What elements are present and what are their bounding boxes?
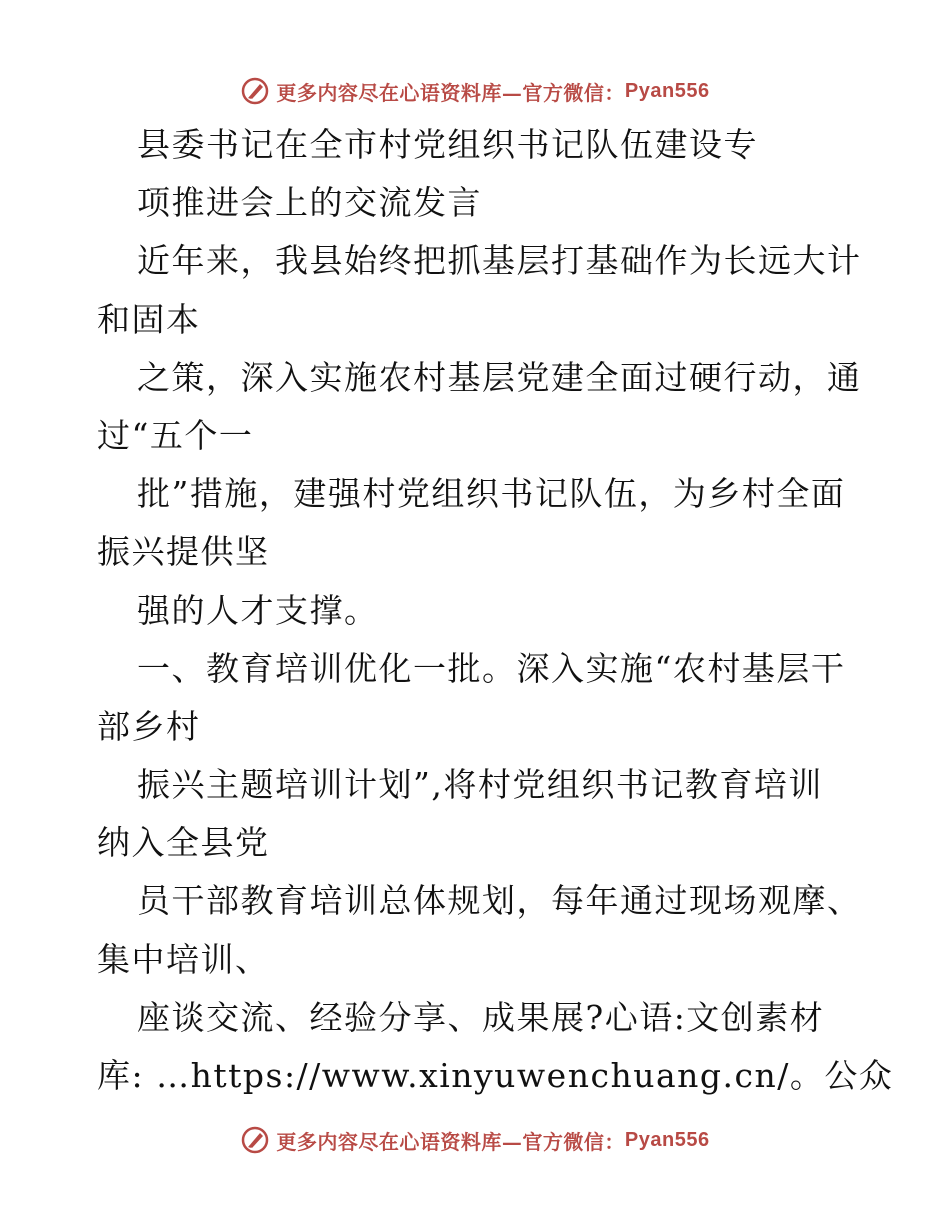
text-line: 过“五个一 bbox=[97, 415, 254, 455]
watermark-text: 更多内容尽在心语资料库—官方微信： bbox=[276, 80, 625, 105]
text-line: 集中培训、 bbox=[97, 939, 270, 979]
watermark-wechat: Pyan556 bbox=[624, 79, 710, 102]
text-line: 之策，深入实施农村基层党建全面过硬行动，通 bbox=[137, 357, 862, 397]
pen-logo-icon bbox=[240, 76, 270, 106]
text-line: 强的人才支撑。 bbox=[137, 590, 379, 630]
text-line: 纳入全县党 bbox=[97, 823, 270, 863]
document-body bbox=[97, 116, 894, 1105]
text-line: 批”措施，建强村党组织书记队伍，为乡村全面 bbox=[137, 474, 846, 514]
text-line: 员干部教育培训总体规划，每年通过现场观摩、 bbox=[137, 881, 862, 921]
text-line: 近年来，我县始终把抓基层打基础作为长远大计 bbox=[137, 241, 862, 281]
text-line: 库: …https://www.xinyuwenchuang.cn/。公众 bbox=[97, 1056, 894, 1095]
text-line: 振兴提供坚 bbox=[97, 532, 270, 572]
text-line: 部乡村 bbox=[97, 706, 201, 746]
text-line: 一、教育培训优化一批。深入实施“农村基层干 bbox=[137, 648, 846, 688]
text-line: 和固本 bbox=[97, 299, 201, 339]
watermark-wechat: Pyan556 bbox=[624, 1128, 710, 1151]
watermark-text: 更多内容尽在心语资料库—官方微信： bbox=[276, 1129, 625, 1154]
text-line: 县委书记在全市村党组织书记队伍建设专 bbox=[137, 125, 758, 164]
text-line: 项推进会上的交流发言 bbox=[137, 183, 482, 223]
text-line: 座谈交流、经验分享、成果展?心语:文创素材 bbox=[137, 997, 825, 1037]
watermark-footer bbox=[0, 1120, 950, 1160]
watermark-header bbox=[0, 71, 950, 111]
text-line: 振兴主题培训计划”,将村党组织书记教育培训 bbox=[137, 765, 823, 805]
pen-logo-icon bbox=[240, 1125, 270, 1155]
